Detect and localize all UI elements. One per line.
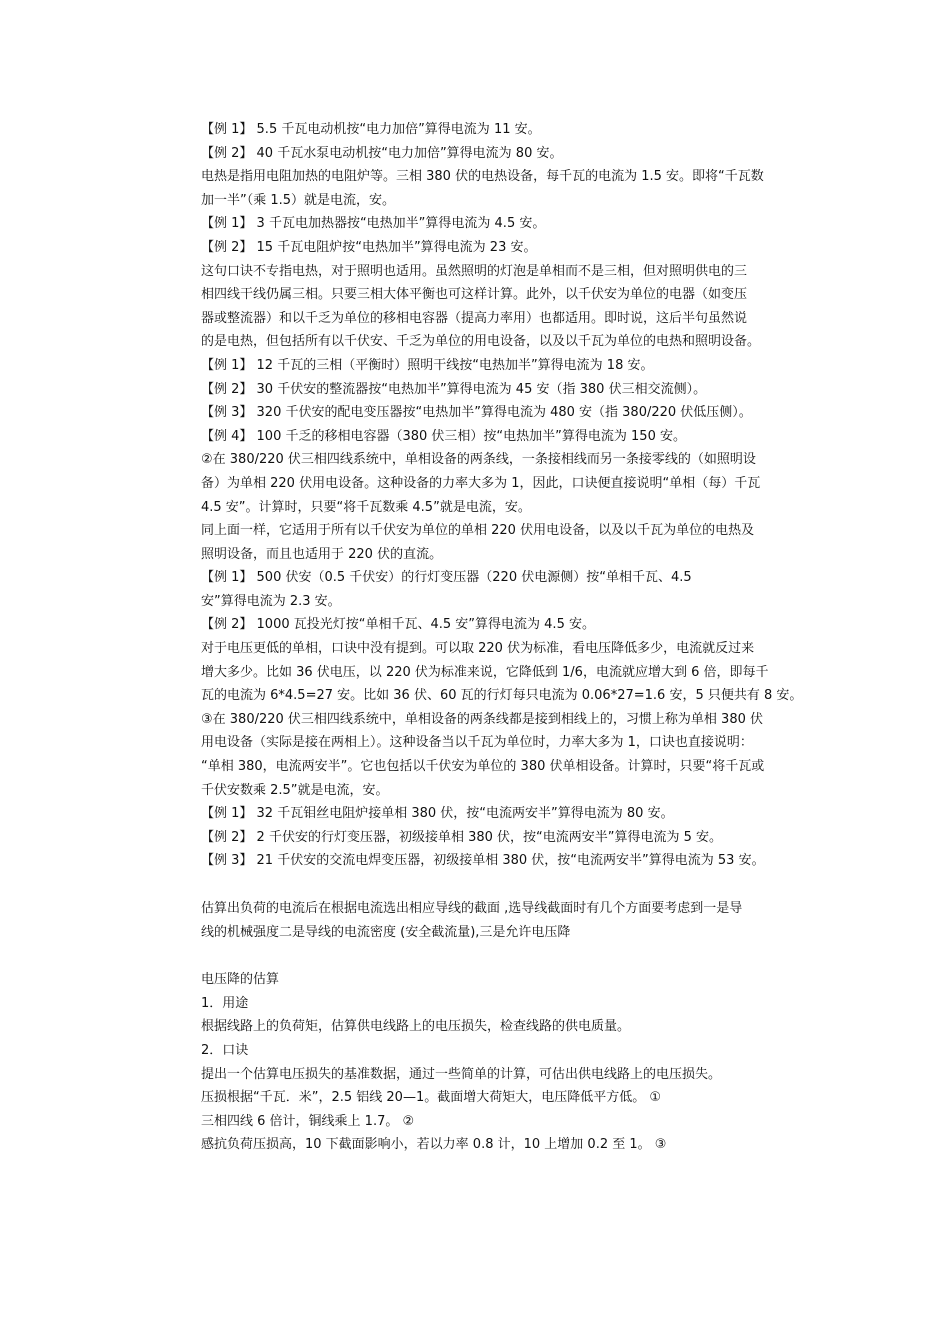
text-line: 4.5 安”。计算时，只要“将千瓦数乘 4.5”就是电流，安。: [201, 499, 531, 515]
text-line: 瓦的电流为 6*4.5=27 安。比如 36 伏、60 瓦的行灯每只电流为 0.06*27=1.6 安，5 只便共有 8 安。: [201, 688, 803, 704]
section-heading: 电压降的估算: [201, 972, 280, 988]
text-line: 【例 2】 2 千伏安的行灯变压器，初级接单相 380 伏，按“电流两安半”算得电流为 5 安。: [201, 829, 723, 845]
text-line: 【例 3】 320 千伏安的配电变压器按“电热加半”算得电流为 480 安（指 380/220 伏低压侧）。: [201, 405, 752, 421]
text-line: 电热是指用电阻加热的电阻炉等。三相 380 伏的电热设备，每千瓦的电流为 1.5 安。即将“千瓦数: [201, 169, 764, 185]
text-line: 【例 4】 100 千乏的移相电容器（380 伏三相）按“电热加半”算得电流为 150 安。: [201, 428, 686, 444]
text-line: 增大多少。比如 36 伏电压，以 220 伏为标准来说，它降低到 1/6，电流就应增大到 6 倍，即每千: [201, 664, 769, 680]
text-line: ②在 380/220 伏三相四线系统中，单相设备的两条线，一条接相线而另一条接零线的（如照明设: [201, 452, 756, 468]
subheading-purpose: 1．用途: [201, 995, 249, 1011]
text-line: 照明设备，而且也适用于 220 伏的直流。: [201, 546, 443, 562]
text-line: 【例 2】 1000 瓦投光灯按“单相千瓦、4.5 安”算得电流为 4.5 安。: [201, 617, 595, 633]
document-page: [201, 118, 813, 1157]
text-line: 线的机械强度二是导线的电流密度 (安全截流量),三是允许电压降: [201, 924, 571, 940]
text-line: 加一半”（乘 1.5）就是电流，安。: [201, 192, 396, 208]
text-line: 这句口诀不专指电热，对于照明也适用。虽然照明的灯泡是单相而不是三相，但对照明供电的三: [201, 263, 748, 279]
text-line: 三相四线 6 倍计，铜线乘上 1.7。 ②: [201, 1113, 415, 1129]
subheading-rhyme: 2．口诀: [201, 1042, 249, 1058]
text-line: 【例 2】 30 千伏安的整流器按“电热加半”算得电流为 45 安（指 380 伏三相交流侧）。: [201, 381, 707, 397]
text-line: ③在 380/220 伏三相四线系统中，单相设备的两条线都是接到相线上的，习惯上称为单相 380 伏: [201, 711, 764, 727]
text-line: 估算出负荷的电流后在根据电流选出相应导线的截面 ,选导线截面时有几个方面要考虑到一是导: [201, 901, 743, 916]
text-line: 【例 3】 21 千伏安的交流电焊变压器，初级接单相 380 伏，按“电流两安半”算得电流为 53 安。: [201, 853, 765, 869]
text-line: 【例 1】 5.5 千瓦电动机按“电力加倍”算得电流为 11 安。: [201, 122, 541, 137]
text-line: 同上面一样，它适用于所有以千伏安为单位的单相 220 伏用电设备，以及以千瓦为单位的电热及: [201, 523, 755, 539]
text-line: “单相 380，电流两安半”。它也包括以千伏安为单位的 380 伏单相设备。计算时，只要“将千瓦或: [201, 759, 765, 775]
text-line: 对于电压更低的单相，口诀中没有提到。可以取 220 伏为标准，看电压降低多少，电流就反过来: [201, 641, 755, 657]
text-line: 用电设备（实际是接在两相上）。这种设备当以千瓦为单位时，力率大多为 1，口诀也直接说明：: [201, 735, 753, 751]
text-line: 【例 1】 500 伏安（0.5 千伏安）的行灯变压器（220 伏电源侧）按“单相千瓦、4.5: [201, 570, 692, 586]
voltage-drop-section: [201, 968, 813, 1157]
paragraph-spacer: [201, 873, 813, 897]
text-line: 【例 1】 32 千瓦钼丝电阻炉接单相 380 伏，按“电流两安半”算得电流为 80 安。: [201, 806, 674, 822]
text-line: 【例 2】 15 千瓦电阻炉按“电热加半”算得电流为 23 安。: [201, 239, 537, 255]
text-line: 压损根据“千瓦．米”，2.5 铝线 20—1。截面增大荷矩大，电压降低平方低。 ①: [201, 1090, 662, 1106]
text-line: 的是电热，但包括所有以千伏安、千乏为单位的用电设备，以及以千瓦为单位的电热和照明设备。: [201, 334, 761, 350]
text-line: 提出一个估算电压损失的基准数据，通过一些简单的计算，可估出供电线路上的电压损失。: [201, 1066, 722, 1082]
text-line: 相四线干线仍属三相。只要三相大体平衡也可这样计算。此外，以千伏安为单位的电器（如变压: [201, 287, 748, 303]
text-line: 器或整流器）和以千乏为单位的移相电容器（提高力率用）也都适用。即时说，这后半句虽然说: [201, 310, 748, 326]
text-line: 安”算得电流为 2.3 安。: [201, 593, 341, 609]
text-line: 根据线路上的负荷矩，估算供电线路上的电压损失，检查线路的供电质量。: [201, 1019, 631, 1035]
text-line: 【例 2】 40 千瓦水泵电动机按“电力加倍”算得电流为 80 安。: [201, 145, 563, 161]
paragraph-spacer: [201, 944, 813, 968]
conductor-paragraph: [201, 897, 813, 944]
text-line: 备）为单相 220 伏用电设备。这种设备的力率大多为 1，因此，口诀便直接说明“单相（每）千瓦: [201, 475, 761, 491]
main-text-block: [201, 118, 813, 873]
text-line: 千伏安数乘 2.5”就是电流，安。: [201, 782, 389, 798]
text-line: 【例 1】 3 千瓦电加热器按“电热加半”算得电流为 4.5 安。: [201, 216, 546, 232]
text-line: 【例 1】 12 千瓦的三相（平衡时）照明干线按“电热加半”算得电流为 18 安。: [201, 357, 654, 373]
text-line: 感抗负荷压损高，10 下截面影响小，若以力率 0.8 计，10 上增加 0.2 至 1。 ③: [201, 1137, 667, 1153]
